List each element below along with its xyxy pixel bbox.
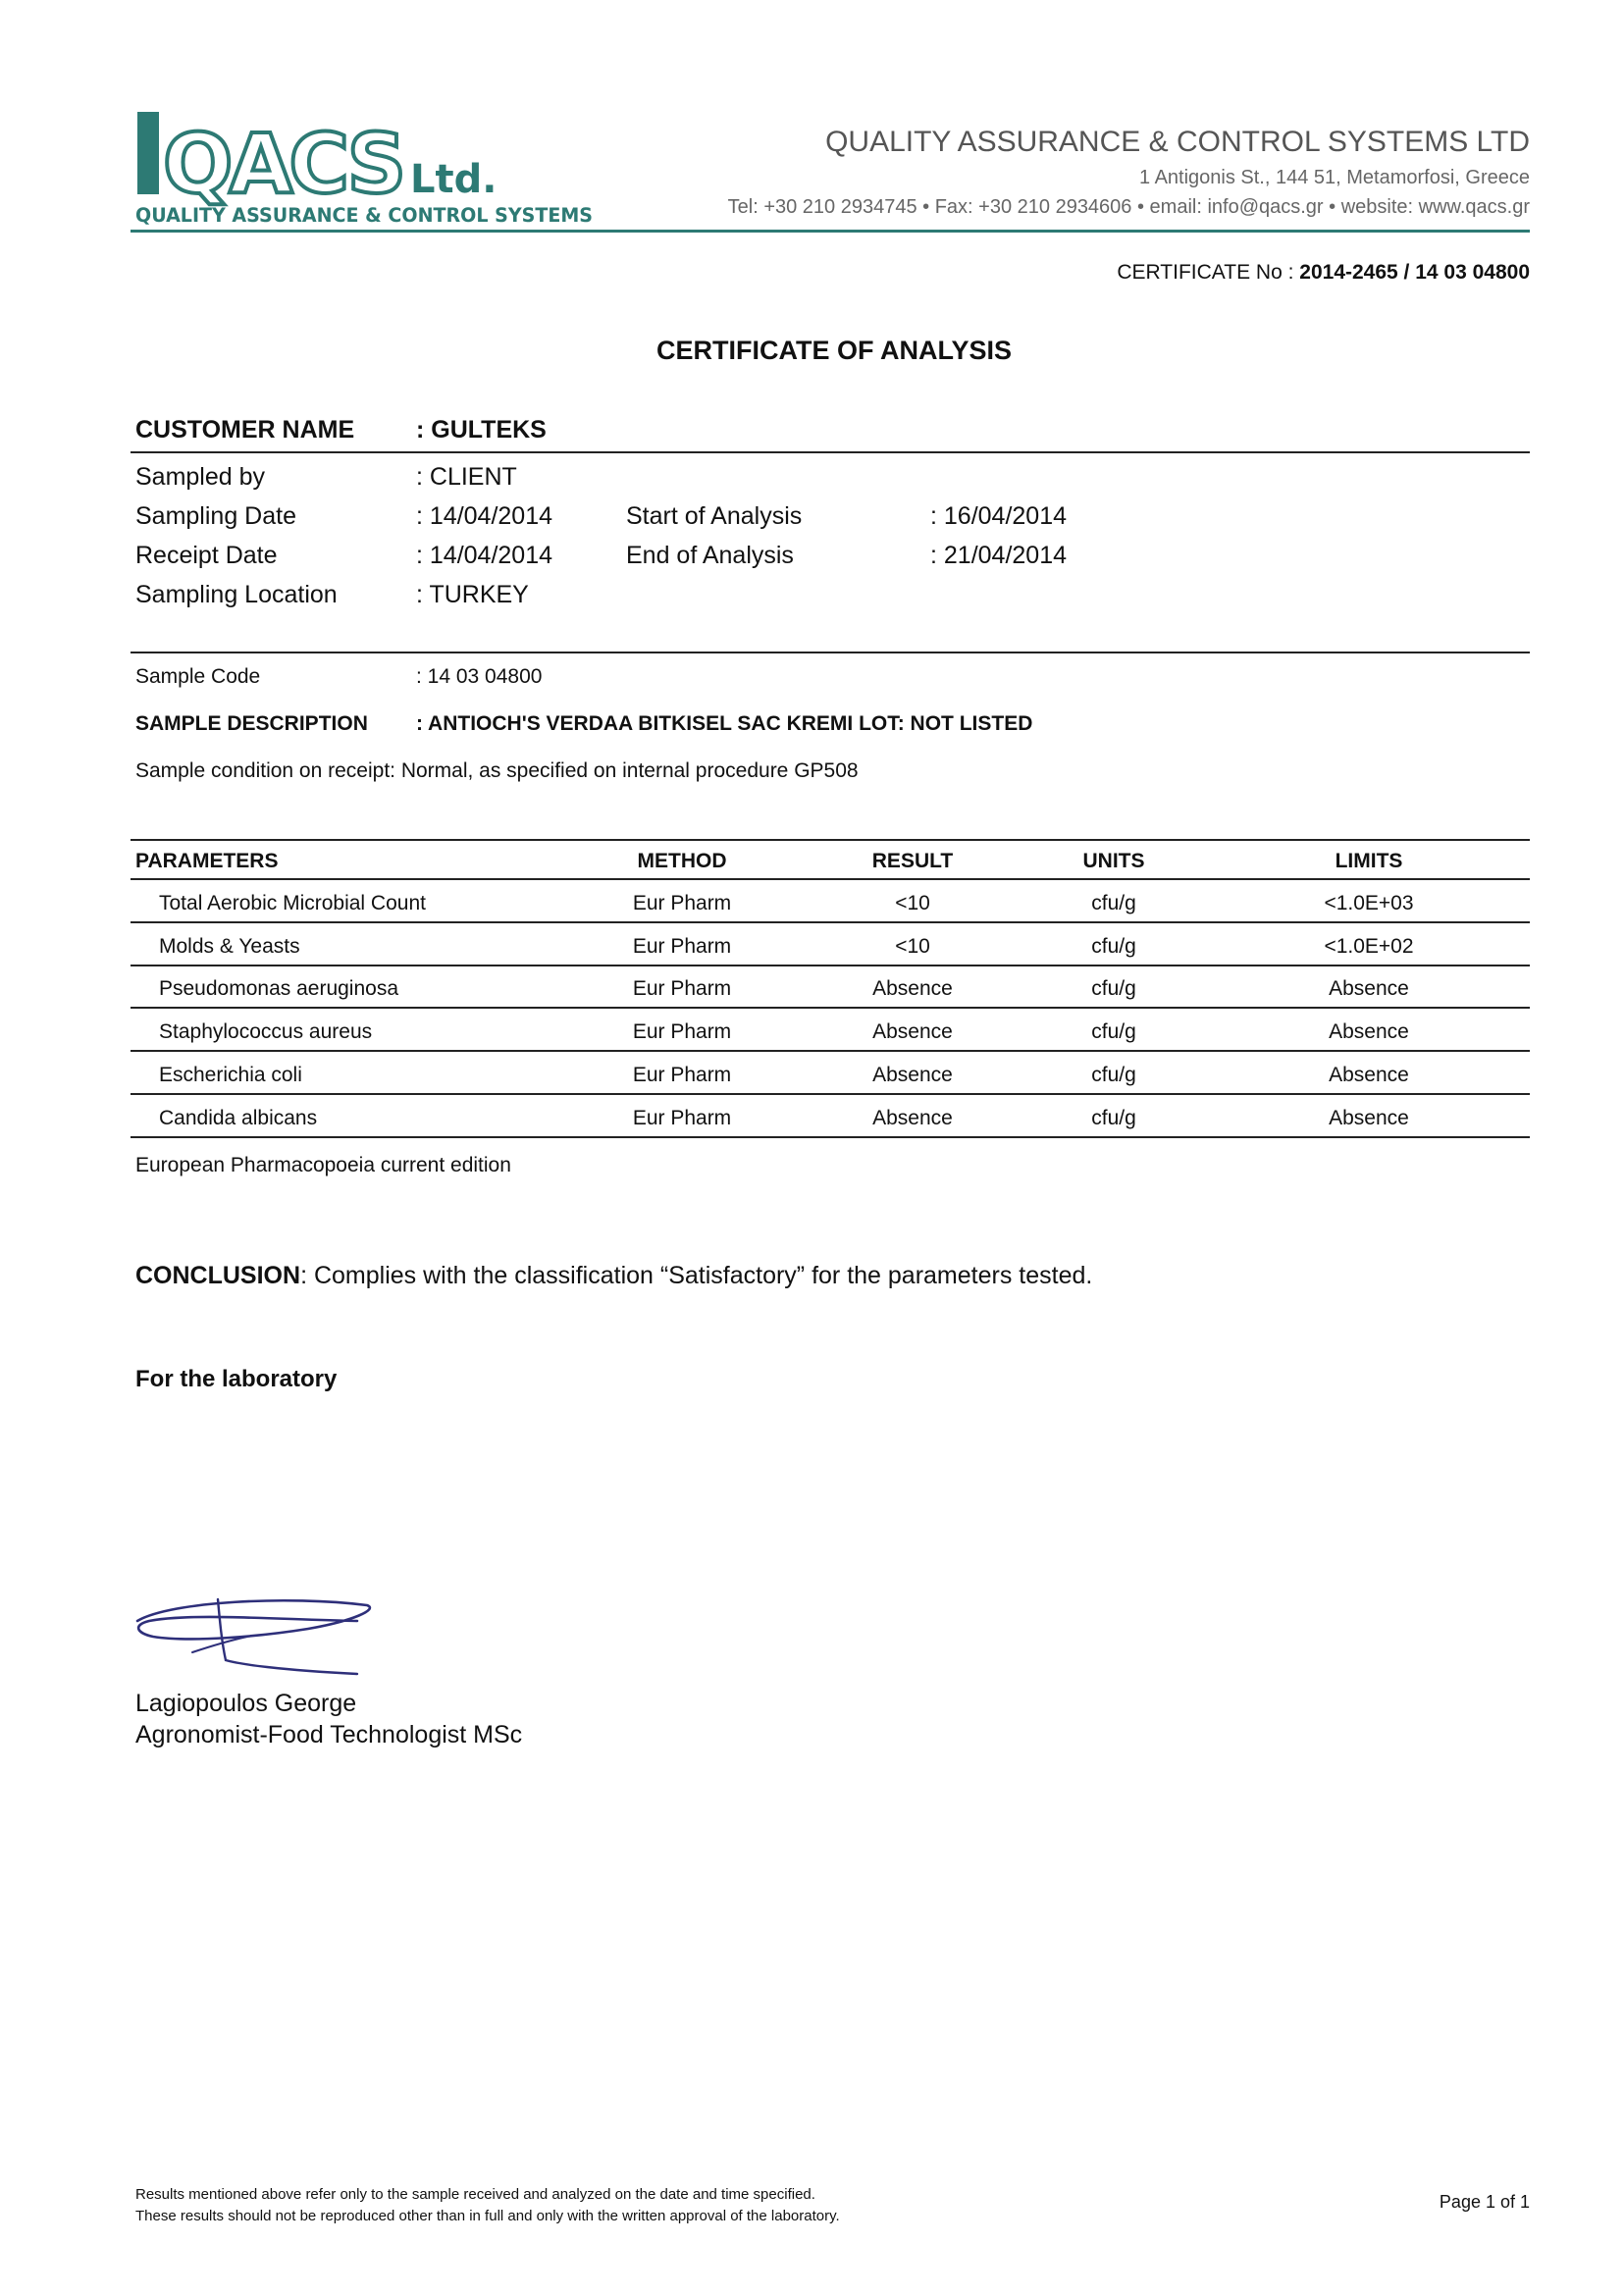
parameter-cell: Candida albicans <box>159 1107 318 1129</box>
conclusion-label: CONCLUSION <box>135 1262 301 1289</box>
result-cell: <10 <box>895 935 930 958</box>
table-header-rule <box>131 878 1530 880</box>
receipt-date-value: : 14/04/2014 <box>416 542 553 569</box>
end-of-analysis-label: End of Analysis <box>626 542 794 569</box>
row-divider <box>131 1093 1530 1095</box>
table-top-rule <box>131 839 1530 841</box>
limits-cell: Absence <box>1329 1064 1409 1086</box>
document-title: CERTIFICATE OF ANALYSIS <box>655 336 1013 365</box>
method-note: European Pharmacopoeia current edition <box>135 1154 511 1176</box>
svg-text:QUALITY ASSURANCE & CONTROL SY: QUALITY ASSURANCE & CONTROL SYSTEMS <box>135 204 593 227</box>
sample-code-value: : 14 03 04800 <box>416 665 543 688</box>
info-divider <box>131 652 1530 653</box>
units-cell: cfu/g <box>1091 977 1136 1000</box>
limits-cell: Absence <box>1329 1107 1409 1129</box>
parameter-cell: Escherichia coli <box>159 1064 302 1086</box>
row-divider <box>131 965 1530 966</box>
column-header-parameters: PARAMETERS <box>135 850 279 872</box>
row-divider <box>131 921 1530 923</box>
result-cell: <10 <box>895 892 930 914</box>
result-cell: Absence <box>872 977 953 1000</box>
row-divider <box>131 1007 1530 1009</box>
signer-title: Agronomist-Food Technologist MSc <box>135 1721 523 1748</box>
receipt-date-label: Receipt Date <box>135 542 278 569</box>
method-cell: Eur Pharm <box>632 892 732 914</box>
parameter-cell: Staphylococcus aureus <box>159 1020 373 1043</box>
svg-text:Ltd.: Ltd. <box>410 157 498 202</box>
customer-name-label: CUSTOMER NAME <box>135 416 355 444</box>
conclusion-text: : Complies with the classification “Satisfactory” for the parameters tested. <box>300 1262 1093 1289</box>
units-cell: cfu/g <box>1091 935 1136 958</box>
end-of-analysis-value: : 21/04/2014 <box>930 542 1068 569</box>
units-cell: cfu/g <box>1091 892 1136 914</box>
sampling-date-value: : 14/04/2014 <box>416 502 553 530</box>
company-logo <box>133 106 595 230</box>
header-divider <box>131 230 1530 233</box>
certificate-number <box>1117 261 1530 285</box>
result-cell: Absence <box>872 1107 953 1129</box>
parameter-cell: Total Aerobic Microbial Count <box>159 892 426 914</box>
column-header-units: UNITS <box>1082 850 1145 872</box>
sampled-by-label: Sampled by <box>135 463 266 491</box>
column-header-limits: LIMITS <box>1335 850 1403 872</box>
certificate-number-label: CERTIFICATE No : <box>1117 261 1294 284</box>
customer-divider <box>131 451 1530 453</box>
limits-cell: Absence <box>1329 1020 1409 1043</box>
for-the-laboratory: For the laboratory <box>135 1366 338 1392</box>
column-header-method: METHOD <box>637 850 727 872</box>
footer-disclaimer-1: Results mentioned above refer only to the sample received and analyzed on the date and time specified. <box>135 2186 815 2203</box>
sample-description-value: : ANTIOCH'S VERDAA BITKISEL SAC KREMI LOT: NOT LISTED <box>416 712 1033 735</box>
method-cell: Eur Pharm <box>632 1020 732 1043</box>
start-of-analysis-value: : 16/04/2014 <box>930 502 1068 530</box>
table-bottom-rule <box>131 1136 1530 1138</box>
sampled-by-value: : CLIENT <box>416 463 517 491</box>
units-cell: cfu/g <box>1091 1107 1136 1129</box>
conclusion <box>135 1262 1092 1290</box>
footer-disclaimer-2: These results should not be reproduced other than in full and only with the written approval of the laboratory. <box>135 2208 840 2224</box>
sample-condition: Sample condition on receipt: Normal, as specified on internal procedure GP508 <box>135 759 859 782</box>
row-divider <box>131 1050 1530 1052</box>
start-of-analysis-label: Start of Analysis <box>626 502 803 530</box>
limits-cell: <1.0E+03 <box>1324 892 1414 914</box>
units-cell: cfu/g <box>1091 1064 1136 1086</box>
company-address: 1 Antigonis St., 144 51, Metamorfosi, Greece <box>1139 167 1530 188</box>
units-cell: cfu/g <box>1091 1020 1136 1043</box>
svg-text:QACS: QACS <box>163 116 403 212</box>
company-contact: Tel: +30 210 2934745 • Fax: +30 210 2934606 • email: info@qacs.gr • website: www.qacs.gr <box>727 196 1530 218</box>
method-cell: Eur Pharm <box>632 1107 732 1129</box>
sampling-location-label: Sampling Location <box>135 581 338 608</box>
method-cell: Eur Pharm <box>632 935 732 958</box>
sample-code-label: Sample Code <box>135 665 261 688</box>
limits-cell: Absence <box>1329 977 1409 1000</box>
parameter-cell: Pseudomonas aeruginosa <box>159 977 399 1000</box>
signer-name: Lagiopoulos George <box>135 1690 357 1717</box>
sampling-date-label: Sampling Date <box>135 502 296 530</box>
parameter-cell: Molds & Yeasts <box>159 935 300 958</box>
result-cell: Absence <box>872 1020 953 1043</box>
sample-description-label: SAMPLE DESCRIPTION <box>135 712 368 735</box>
column-header-result: RESULT <box>871 850 954 872</box>
method-cell: Eur Pharm <box>632 1064 732 1086</box>
certificate-number-value: 2014-2465 / 14 03 04800 <box>1299 261 1530 284</box>
limits-cell: <1.0E+02 <box>1324 935 1414 958</box>
customer-name-value: : GULTEKS <box>416 416 547 444</box>
company-name: QUALITY ASSURANCE & CONTROL SYSTEMS LTD <box>825 126 1530 158</box>
signature-image <box>131 1592 377 1680</box>
result-cell: Absence <box>872 1064 953 1086</box>
page-number: Page 1 of 1 <box>1439 2192 1530 2212</box>
method-cell: Eur Pharm <box>632 977 732 1000</box>
sampling-location-value: : TURKEY <box>416 581 529 608</box>
